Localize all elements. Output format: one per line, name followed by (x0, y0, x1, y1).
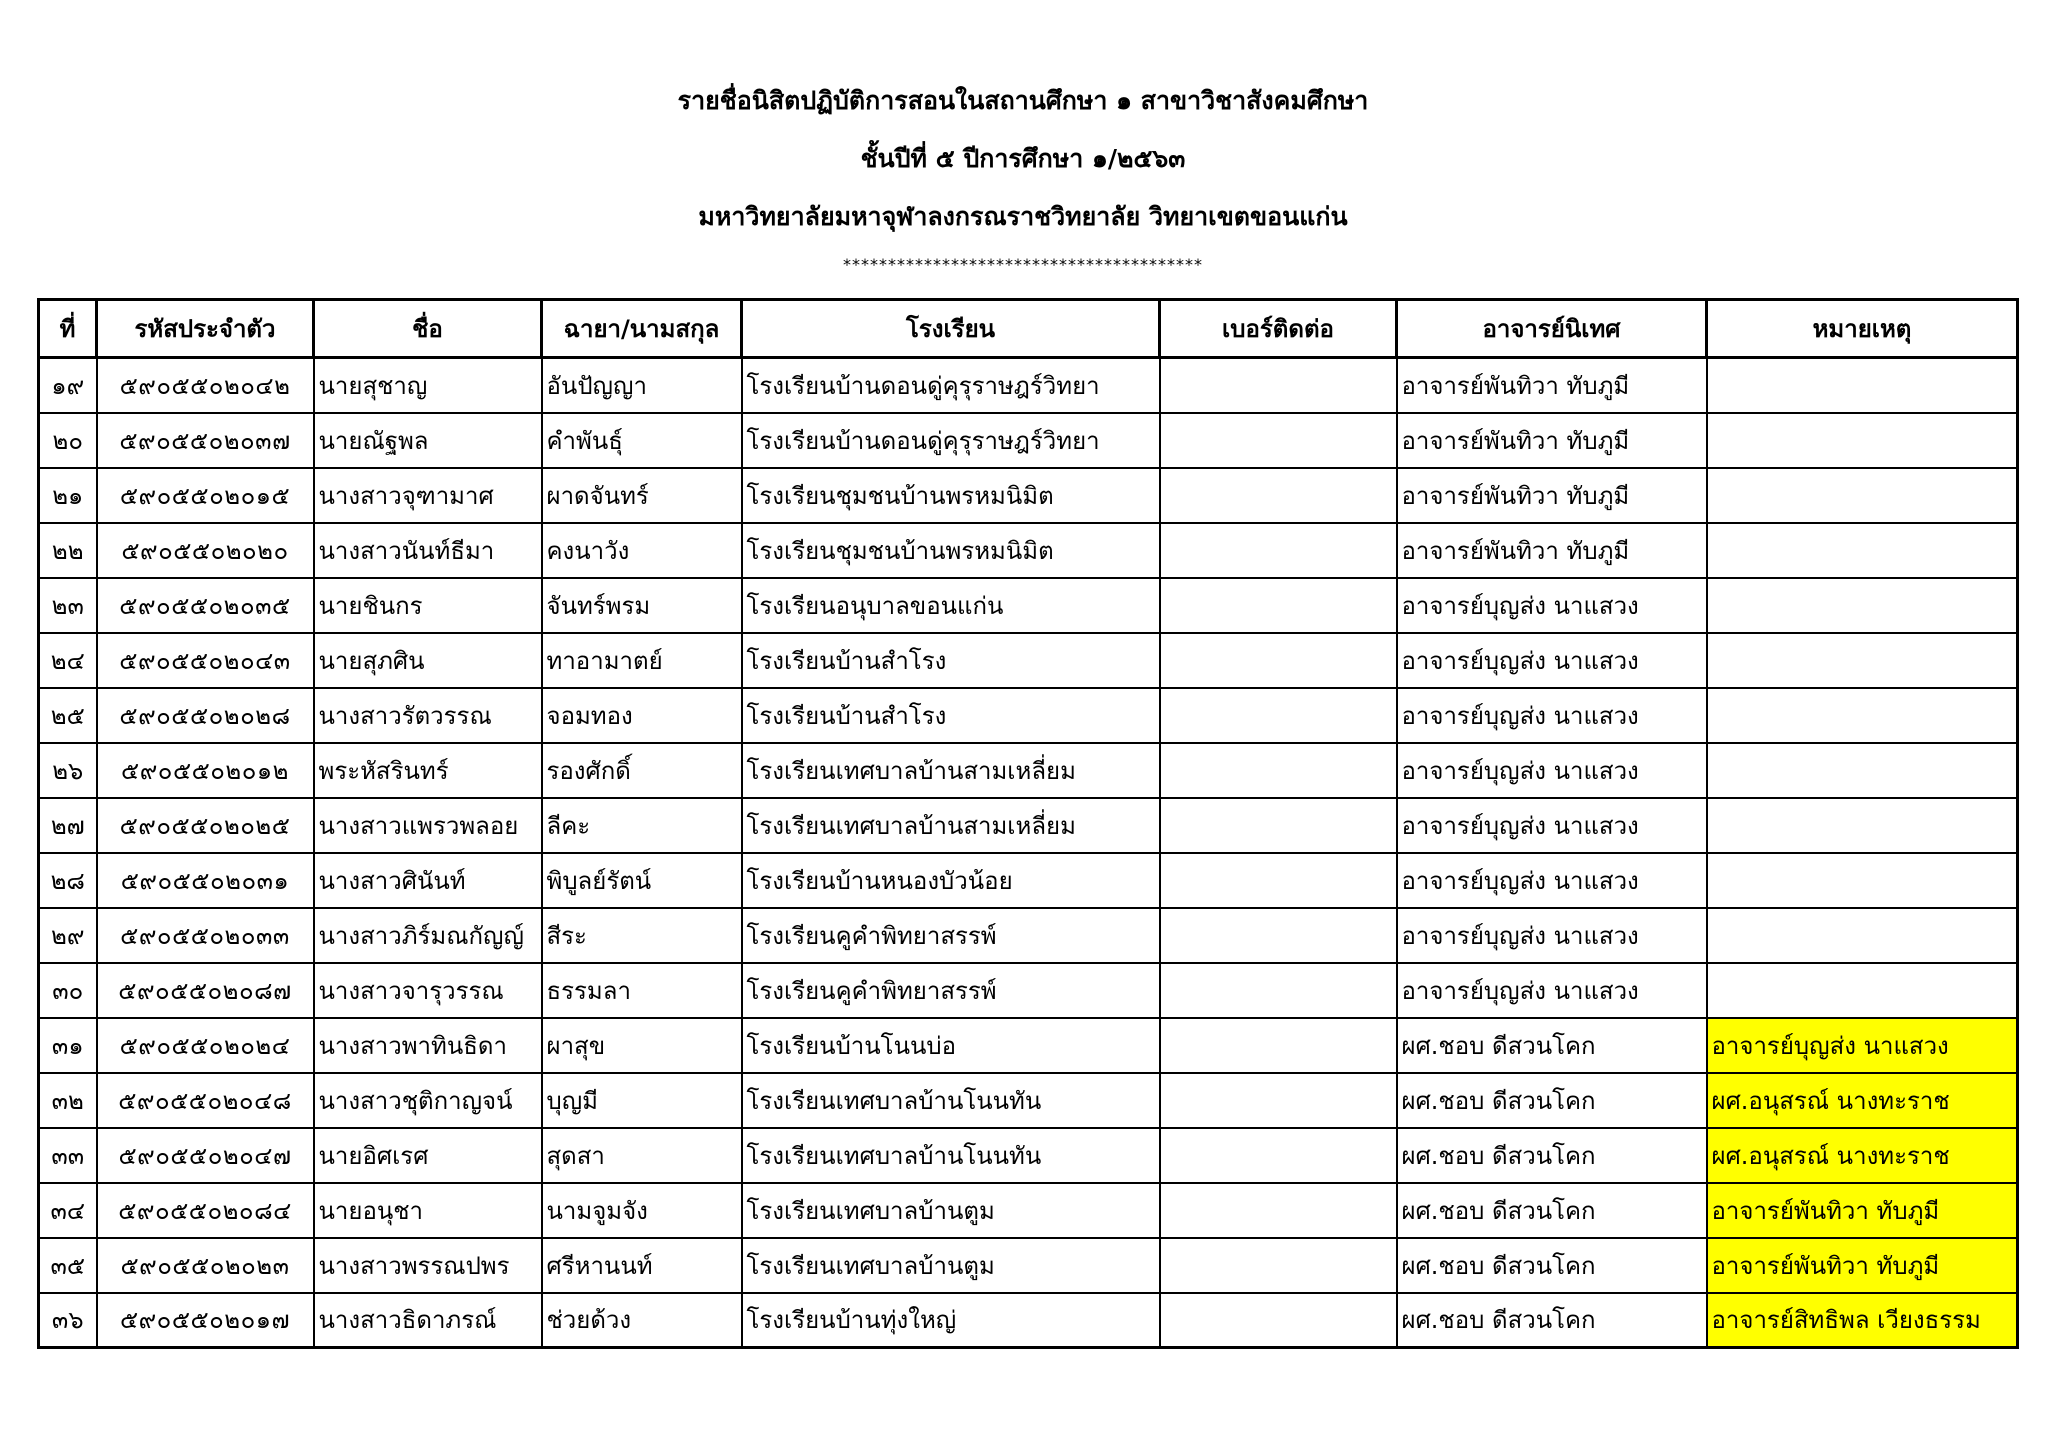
column-header-surname: ฉายา/นามสกุล (542, 300, 742, 358)
cell-remark (1707, 798, 2018, 853)
cell-surname: ศรีหานนท์ (542, 1238, 742, 1293)
cell-student-id: ๕๙๐๕๕๐๒๐๒๘ (97, 688, 314, 743)
table-row (39, 1293, 2018, 1348)
cell-student-id: ๕๙๐๕๕๐๒๐๔๘ (97, 1073, 314, 1128)
table-row (39, 743, 2018, 798)
cell-phone (1160, 1238, 1397, 1293)
cell-student-id: ๕๙๐๕๕๐๒๐๓๑ (97, 853, 314, 908)
cell-no: ๑๙ (39, 358, 97, 413)
cell-surname: คงนาวัง (542, 523, 742, 578)
table-row (39, 633, 2018, 688)
cell-name: นายสุชาญ (314, 358, 542, 413)
cell-surname: จันทร์พรม (542, 578, 742, 633)
cell-student-id: ๕๙๐๕๕๐๒๐๘๔ (97, 1183, 314, 1238)
cell-remark (1707, 853, 2018, 908)
cell-no: ๓๒ (39, 1073, 97, 1128)
cell-supervisor: อาจารย์พันทิวา ทับภูมี (1397, 468, 1707, 523)
cell-student-id: ๕๙๐๕๕๐๒๐๔๒ (97, 358, 314, 413)
cell-name: นางสาวแพรวพลอย (314, 798, 542, 853)
cell-student-id: ๕๙๐๕๕๐๒๐๓๓ (97, 908, 314, 963)
cell-student-id: ๕๙๐๕๕๐๒๐๑๕ (97, 468, 314, 523)
cell-student-id: ๕๙๐๕๕๐๒๐๘๗ (97, 963, 314, 1018)
cell-phone (1160, 1293, 1397, 1348)
cell-surname: บุญมี (542, 1073, 742, 1128)
table-row (39, 798, 2018, 853)
cell-no: ๓๖ (39, 1293, 97, 1348)
column-header-no: ที่ (39, 300, 97, 358)
cell-remark (1707, 633, 2018, 688)
cell-remark: ผศ.อนุสรณ์ นางทะราช (1707, 1073, 2018, 1128)
table-row (39, 523, 2018, 578)
table-row (39, 358, 2018, 413)
cell-remark (1707, 358, 2018, 413)
cell-name: นายณัฐพล (314, 413, 542, 468)
cell-no: ๒๓ (39, 578, 97, 633)
table-row (39, 413, 2018, 468)
cell-phone (1160, 468, 1397, 523)
cell-school: โรงเรียนเทศบาลบ้านสามเหลี่ยม (742, 743, 1160, 798)
cell-no: ๒๖ (39, 743, 97, 798)
document-header (0, 72, 2046, 278)
cell-student-id: ๕๙๐๕๕๐๒๐๑๗ (97, 1293, 314, 1348)
cell-no: ๓๓ (39, 1128, 97, 1183)
title-line-2: ชั้นปีที่ ๕ ปีการศึกษา ๑/๒๕๖๓ (860, 144, 1186, 173)
cell-supervisor: อาจารย์บุญส่ง นาแสวง (1397, 578, 1707, 633)
cell-remark: อาจารย์สิทธิพล เวียงธรรม (1707, 1293, 2018, 1348)
cell-phone (1160, 523, 1397, 578)
table-row (39, 578, 2018, 633)
cell-name: นางสาวศินันท์ (314, 853, 542, 908)
student-roster-table (37, 298, 2019, 1349)
cell-supervisor: ผศ.ชอบ ดีสวนโคก (1397, 1238, 1707, 1293)
cell-no: ๒๔ (39, 633, 97, 688)
cell-name: นางสาวจุฑามาศ (314, 468, 542, 523)
table-row (39, 908, 2018, 963)
cell-name: นายสุภศิน (314, 633, 542, 688)
cell-remark (1707, 743, 2018, 798)
table-row (39, 1018, 2018, 1073)
cell-no: ๒๕ (39, 688, 97, 743)
cell-surname: รองศักดิ์ (542, 743, 742, 798)
cell-supervisor: อาจารย์พันทิวา ทับภูมี (1397, 413, 1707, 468)
cell-phone (1160, 1128, 1397, 1183)
cell-student-id: ๕๙๐๕๕๐๒๐๒๐ (97, 523, 314, 578)
table-body (39, 358, 2018, 1348)
cell-phone (1160, 578, 1397, 633)
separator-stars: **************************************** (843, 255, 1203, 274)
cell-no: ๒๘ (39, 853, 97, 908)
table-row (39, 468, 2018, 523)
cell-phone (1160, 1183, 1397, 1238)
cell-no: ๓๔ (39, 1183, 97, 1238)
cell-school: โรงเรียนคูคำพิทยาสรรพ์ (742, 908, 1160, 963)
cell-school: โรงเรียนบ้านดอนดู่คุรุราษฎร์วิทยา (742, 413, 1160, 468)
cell-surname: ธรรมลา (542, 963, 742, 1018)
cell-no: ๓๕ (39, 1238, 97, 1293)
cell-remark: ผศ.อนุสรณ์ นางทะราช (1707, 1128, 2018, 1183)
cell-student-id: ๕๙๐๕๕๐๒๐๑๒ (97, 743, 314, 798)
cell-name: นายชินกร (314, 578, 542, 633)
cell-no: ๒๙ (39, 908, 97, 963)
cell-school: โรงเรียนบ้านดอนดู่คุรุราษฎร์วิทยา (742, 358, 1160, 413)
cell-student-id: ๕๙๐๕๕๐๒๐๔๗ (97, 1128, 314, 1183)
cell-student-id: ๕๙๐๕๕๐๒๐๒๕ (97, 798, 314, 853)
cell-school: โรงเรียนเทศบาลบ้านโนนทัน (742, 1128, 1160, 1183)
cell-supervisor: อาจารย์บุญส่ง นาแสวง (1397, 853, 1707, 908)
cell-supervisor: ผศ.ชอบ ดีสวนโคก (1397, 1293, 1707, 1348)
column-header-school: โรงเรียน (742, 300, 1160, 358)
cell-remark (1707, 963, 2018, 1018)
cell-remark (1707, 468, 2018, 523)
cell-no: ๒๑ (39, 468, 97, 523)
cell-name: นางสาวพาทินธิดา (314, 1018, 542, 1073)
column-header-phone: เบอร์ติดต่อ (1160, 300, 1397, 358)
cell-phone (1160, 413, 1397, 468)
column-header-supervisor: อาจารย์นิเทศ (1397, 300, 1707, 358)
table-row (39, 1183, 2018, 1238)
cell-remark: อาจารย์พันทิวา ทับภูมี (1707, 1238, 2018, 1293)
cell-school: โรงเรียนเทศบาลบ้านตูม (742, 1183, 1160, 1238)
table-header-row (39, 300, 2018, 358)
cell-surname: ผาสุข (542, 1018, 742, 1073)
table-row (39, 688, 2018, 743)
cell-remark: อาจารย์พันทิวา ทับภูมี (1707, 1183, 2018, 1238)
cell-name: นางสาวชุติกาญจน์ (314, 1073, 542, 1128)
cell-phone (1160, 853, 1397, 908)
cell-supervisor: อาจารย์บุญส่ง นาแสวง (1397, 688, 1707, 743)
cell-name: นางสาวรัตวรรณ (314, 688, 542, 743)
cell-phone (1160, 1018, 1397, 1073)
cell-phone (1160, 963, 1397, 1018)
cell-phone (1160, 798, 1397, 853)
cell-school: โรงเรียนเทศบาลบ้านโนนทัน (742, 1073, 1160, 1128)
cell-supervisor: ผศ.ชอบ ดีสวนโคก (1397, 1018, 1707, 1073)
cell-supervisor: อาจารย์บุญส่ง นาแสวง (1397, 798, 1707, 853)
cell-surname: ทาอามาตย์ (542, 633, 742, 688)
cell-school: โรงเรียนบ้านสำโรง (742, 688, 1160, 743)
table-row (39, 1238, 2018, 1293)
cell-supervisor: อาจารย์พันทิวา ทับภูมี (1397, 523, 1707, 578)
column-header-name: ชื่อ (314, 300, 542, 358)
column-header-remark: หมายเหตุ (1707, 300, 2018, 358)
cell-surname: ลีคะ (542, 798, 742, 853)
cell-remark (1707, 523, 2018, 578)
cell-phone (1160, 358, 1397, 413)
cell-surname: ช่วยด้วง (542, 1293, 742, 1348)
cell-supervisor: ผศ.ชอบ ดีสวนโคก (1397, 1073, 1707, 1128)
cell-name: พระหัสรินทร์ (314, 743, 542, 798)
cell-school: โรงเรียนบ้านทุ่งใหญ่ (742, 1293, 1160, 1348)
cell-surname: พิบูลย์รัตน์ (542, 853, 742, 908)
cell-surname: ผาดจันทร์ (542, 468, 742, 523)
cell-student-id: ๕๙๐๕๕๐๒๐๔๓ (97, 633, 314, 688)
column-header-id: รหัสประจำตัว (97, 300, 314, 358)
cell-remark (1707, 413, 2018, 468)
cell-no: ๒๐ (39, 413, 97, 468)
cell-name: นางสาวธิดาภรณ์ (314, 1293, 542, 1348)
cell-school: โรงเรียนเทศบาลบ้านสามเหลี่ยม (742, 798, 1160, 853)
cell-supervisor: อาจารย์บุญส่ง นาแสวง (1397, 633, 1707, 688)
cell-phone (1160, 633, 1397, 688)
cell-no: ๓๑ (39, 1018, 97, 1073)
cell-supervisor: อาจารย์พันทิวา ทับภูมี (1397, 358, 1707, 413)
cell-school: โรงเรียนบ้านหนองบัวน้อย (742, 853, 1160, 908)
cell-name: นางสาวพรรณปพร (314, 1238, 542, 1293)
cell-school: โรงเรียนบ้านโนนบ่อ (742, 1018, 1160, 1073)
cell-surname: นามจูมจัง (542, 1183, 742, 1238)
cell-school: โรงเรียนคูคำพิทยาสรรพ์ (742, 963, 1160, 1018)
cell-supervisor: อาจารย์บุญส่ง นาแสวง (1397, 743, 1707, 798)
cell-name: นางสาวภิร์มณกัญญ์ (314, 908, 542, 963)
title-line-3: มหาวิทยาลัยมหาจุฬาลงกรณราชวิทยาลัย วิทยาเขตขอนแก่น (698, 202, 1348, 231)
cell-school: โรงเรียนเทศบาลบ้านตูม (742, 1238, 1160, 1293)
cell-school: โรงเรียนชุมชนบ้านพรหมนิมิต (742, 468, 1160, 523)
cell-surname: จอมทอง (542, 688, 742, 743)
table-row (39, 1128, 2018, 1183)
title-line-1: รายชื่อนิสิตปฏิบัติการสอนในสถานศึกษา ๑ สาขาวิชาสังคมศึกษา (677, 86, 1369, 115)
cell-student-id: ๕๙๐๕๕๐๒๐๓๗ (97, 413, 314, 468)
cell-name: นายอนุชา (314, 1183, 542, 1238)
cell-school: โรงเรียนชุมชนบ้านพรหมนิมิต (742, 523, 1160, 578)
cell-name: นางสาวจารุวรรณ (314, 963, 542, 1018)
cell-supervisor: ผศ.ชอบ ดีสวนโคก (1397, 1183, 1707, 1238)
cell-school: โรงเรียนอนุบาลขอนแก่น (742, 578, 1160, 633)
cell-surname: สีระ (542, 908, 742, 963)
cell-phone (1160, 688, 1397, 743)
cell-surname: อันปัญญา (542, 358, 742, 413)
cell-student-id: ๕๙๐๕๕๐๒๐๒๔ (97, 1018, 314, 1073)
cell-no: ๒๗ (39, 798, 97, 853)
cell-phone (1160, 743, 1397, 798)
cell-remark (1707, 908, 2018, 963)
cell-student-id: ๕๙๐๕๕๐๒๐๓๕ (97, 578, 314, 633)
cell-surname: สุดสา (542, 1128, 742, 1183)
cell-name: นายอิศเรศ (314, 1128, 542, 1183)
cell-no: ๒๒ (39, 523, 97, 578)
table-row (39, 853, 2018, 908)
cell-no: ๓๐ (39, 963, 97, 1018)
cell-school: โรงเรียนบ้านสำโรง (742, 633, 1160, 688)
cell-name: นางสาวนันท์ธีมา (314, 523, 542, 578)
cell-remark (1707, 578, 2018, 633)
table-row (39, 1073, 2018, 1128)
cell-phone (1160, 1073, 1397, 1128)
cell-supervisor: อาจารย์บุญส่ง นาแสวง (1397, 963, 1707, 1018)
cell-remark: อาจารย์บุญส่ง นาแสวง (1707, 1018, 2018, 1073)
cell-supervisor: อาจารย์บุญส่ง นาแสวง (1397, 908, 1707, 963)
cell-student-id: ๕๙๐๕๕๐๒๐๒๓ (97, 1238, 314, 1293)
cell-remark (1707, 688, 2018, 743)
cell-supervisor: ผศ.ชอบ ดีสวนโคก (1397, 1128, 1707, 1183)
cell-phone (1160, 908, 1397, 963)
table-row (39, 963, 2018, 1018)
cell-surname: คำพันธุ์ (542, 413, 742, 468)
